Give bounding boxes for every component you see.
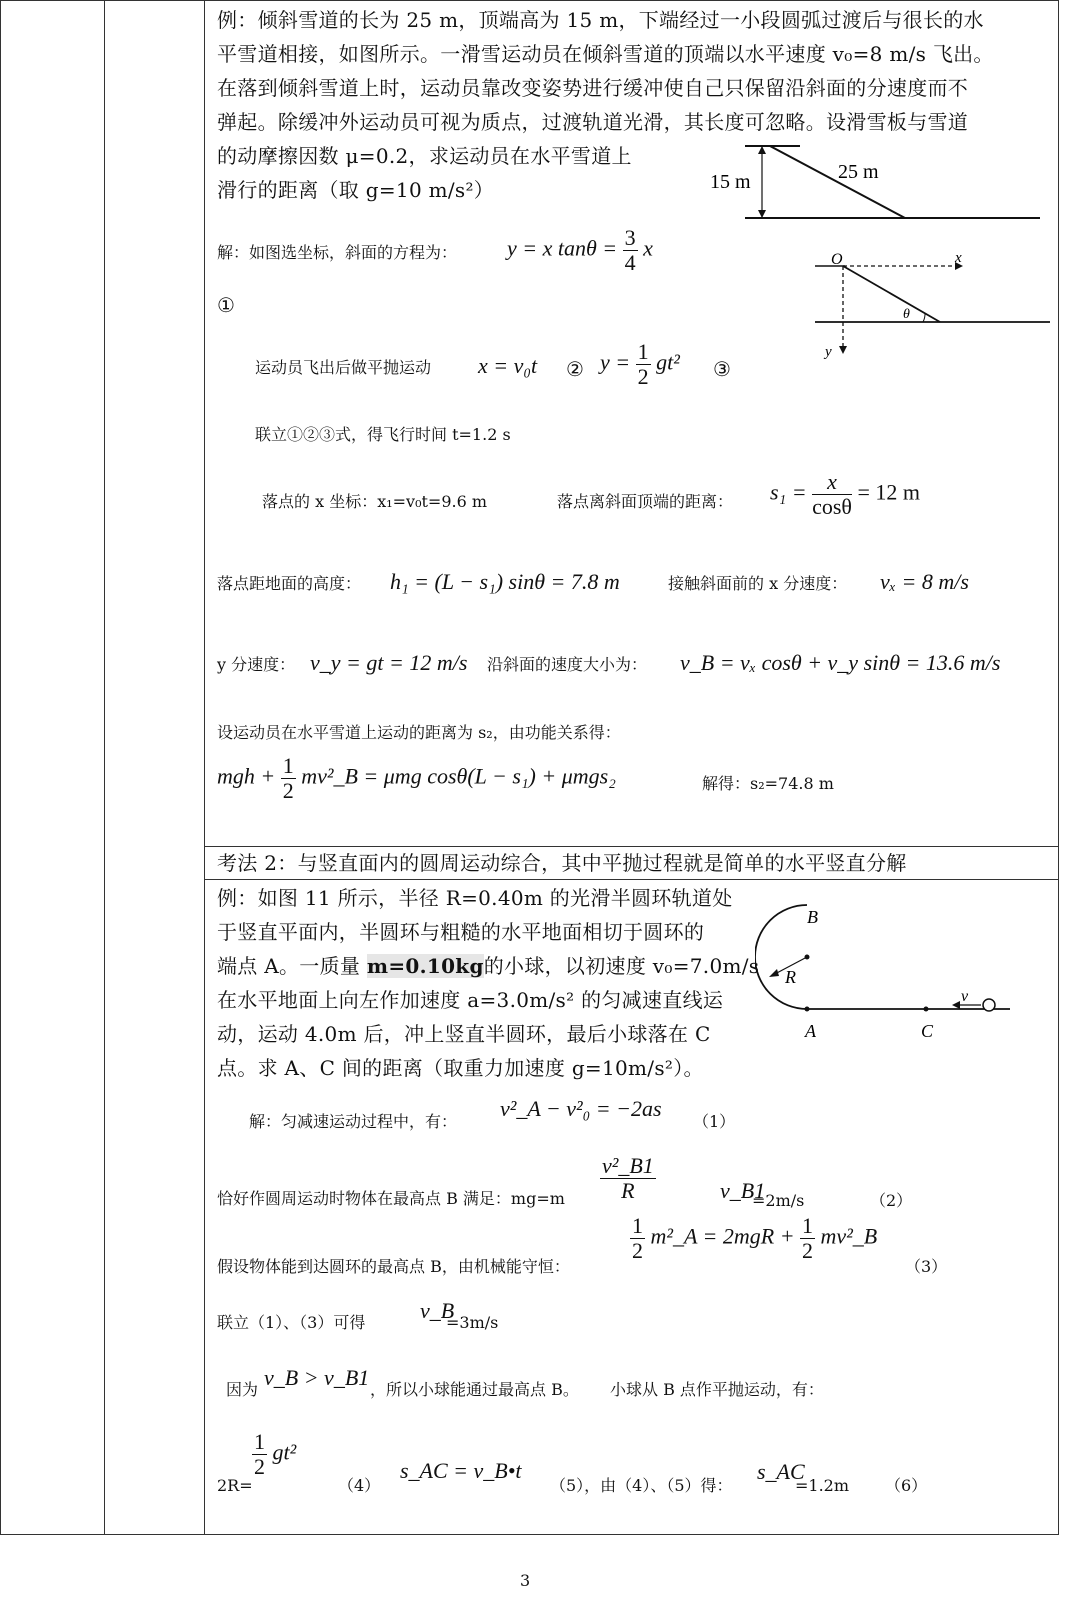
column-divider-2	[204, 0, 205, 1535]
deceleration-equation: v²_A − v²₀ = −2as	[500, 1096, 662, 1121]
energy-conservation-equation: $\frac{1}{2}$ m²_A = 2mgR + $\frac{1}{2}$ mv²_B	[632, 1213, 878, 1263]
length-label: 25 m	[838, 161, 879, 183]
y-axis-label: y	[825, 344, 832, 360]
vy-equation: v_y = gt = 12 m/s	[310, 650, 468, 675]
equation-tag-6: （6）	[885, 1476, 928, 1495]
slope-figure	[700, 138, 1045, 228]
problem-line: 平雪道相接，如图所示。一滑雪运动员在倾斜雪道的顶端以水平速度 v₀=8 m/s 飞出。	[217, 42, 994, 66]
origin-label: O	[831, 251, 843, 268]
pass-top-text: ，所以小球能通过最高点 B。	[370, 1380, 579, 1399]
vb-result: =3m/s	[446, 1313, 499, 1332]
sac-result: =1.2m	[795, 1476, 850, 1495]
equation-tag-2: ②	[566, 357, 585, 381]
problem-line: 点。求 A、C 间的距离（取重力加速度 g=10m/s²）。	[217, 1056, 704, 1080]
vb-text: 沿斜面的速度大小为：	[487, 655, 648, 674]
combine-text: 联立（1）、（3）可得	[217, 1313, 366, 1332]
semicircle-figure	[755, 895, 1025, 1045]
label-b: B	[807, 907, 818, 927]
s2-result: 解得：s₂=74.8 m	[702, 774, 834, 793]
landing-distance-text: 落点离斜面顶端的距离：	[557, 492, 734, 511]
equation-tag-4: （4）	[338, 1476, 381, 1495]
label-c: C	[921, 1021, 934, 1041]
angle-label: θ	[903, 307, 910, 322]
equation-tag-3: ③	[713, 357, 732, 381]
sac-variable: s_AC	[757, 1459, 805, 1484]
projectile-text: 小球从 B 点作平抛运动，有：	[610, 1380, 824, 1399]
energy-text: 设运动员在水平雪道上运动的距离为 s₂，由功能关系得：	[217, 723, 621, 742]
deceleration-text: 解：匀减速运动过程中，有：	[249, 1112, 458, 1131]
height-label: 15 m	[710, 171, 751, 193]
highlighted-mass: m=0.10kg	[366, 954, 484, 978]
energy-equation: mgh + $\frac{1}{2}$ mv²_B = μmg cosθ(L − s₁) + μmgs₂	[217, 753, 616, 803]
problem-line: 滑行的距离（取 g=10 m/s²）	[217, 178, 495, 202]
projectile-text: 运动员飞出后做平抛运动	[255, 358, 432, 377]
problem-line: 于竖直平面内，半圆环与粗糙的水平地面相切于圆环的	[217, 920, 705, 944]
landing-x: 落点的 x 坐标：x₁=v₀t=9.6 m	[262, 492, 488, 511]
projectile-y-equation: y = $\frac{1}{2}$ gt²	[600, 339, 680, 389]
horizontal-equation: s_AC = v_B•t	[400, 1458, 522, 1483]
label-a: A	[805, 1021, 816, 1041]
slope-equation: y = x tanθ = $\frac{3}{4}$ x	[507, 225, 653, 275]
result-text: （5），由（4）、（5）得：	[550, 1476, 733, 1495]
equation-tag-1: ①	[217, 293, 236, 317]
column-divider-1	[104, 0, 105, 1535]
because-text: 因为	[226, 1380, 259, 1399]
projectile-x-equation: x = v₀t	[478, 353, 538, 378]
circular-fraction: $\frac{\text{v²\_B1}}{R}$	[602, 1153, 654, 1203]
circular-text: 恰好作圆周运动时物体在最高点 B 满足：mg=m	[217, 1189, 565, 1208]
label-r: R	[785, 967, 796, 987]
coordinate-figure	[815, 248, 1050, 360]
problem-line: 的动摩擦因数 μ=0.2，求运动员在水平雪道上	[217, 144, 632, 168]
vb-equation: v_B = vₓ cosθ + v_y sinθ = 13.6 m/s	[680, 650, 1001, 675]
landing-distance-equation: s₁ = $\frac{x}{\cos\theta}$ = 12 m	[770, 469, 920, 519]
fall-lhs: 2R=	[217, 1476, 253, 1495]
velocity-comparison: v_B > v_B1	[264, 1365, 370, 1390]
height-equation: h₁ = (L − s₁) sinθ = 7.8 m	[390, 569, 620, 594]
vx-equation: vₓ = 8 m/s	[880, 569, 969, 594]
vb1-result: =2m/s	[752, 1191, 805, 1210]
row-divider-2	[204, 879, 1059, 880]
page-number: 3	[520, 1571, 531, 1590]
equation-tag-3: （3）	[905, 1257, 948, 1276]
flight-time-result: 联立①②③式，得飞行时间 t=1.2 s	[255, 425, 511, 444]
vy-text: y 分速度：	[217, 655, 296, 674]
x-axis-label: x	[955, 250, 962, 266]
vb1-variable: v_B1	[720, 1178, 766, 1203]
equation-tag-2: （2）	[870, 1191, 913, 1210]
method-heading: 考法 2：与竖直面内的圆周运动综合，其中平抛过程就是简单的水平竖直分解	[217, 851, 907, 875]
height-text: 落点距地面的高度：	[217, 574, 362, 593]
vx-text: 接触斜面前的 x 分速度：	[668, 574, 848, 593]
label-v: v	[961, 988, 969, 1005]
problem-line: 在水平地面上向左作加速度 a=3.0m/s² 的匀减速直线运	[217, 988, 724, 1012]
problem-line: 例：倾斜雪道的长为 25 m，顶端高为 15 m，下端经过一小段圆弧过渡后与很长的水	[217, 8, 984, 32]
vb-variable: v_B	[420, 1298, 455, 1323]
fall-equation: $\frac{1}{2}$ gt²	[254, 1429, 297, 1479]
energy-conservation-text: 假设物体能到达圆环的最高点 B，由机械能守恒：	[217, 1257, 570, 1276]
solution-intro: 解：如图选坐标，斜面的方程为：	[217, 243, 458, 262]
problem-line: 弹起。除缓冲外运动员可视为质点，过渡轨道光滑，其长度可忽略。设滑雪板与雪道	[217, 110, 969, 134]
equation-tag-1: （1）	[693, 1112, 736, 1131]
problem-line: 在落到倾斜雪道上时，运动员靠改变姿势进行缓冲使自己只保留沿斜面的分速度而不	[217, 76, 969, 100]
problem-line: 例：如图 11 所示，半径 R=0.40m 的光滑半圆环轨道处	[217, 886, 733, 910]
problem-line: 端点 A。一质量 m=0.10kg的小球，以初速度 v₀=7.0m/s	[217, 954, 760, 978]
problem-line: 动，运动 4.0m 后，冲上竖直半圆环，最后小球落在 C	[217, 1022, 711, 1046]
